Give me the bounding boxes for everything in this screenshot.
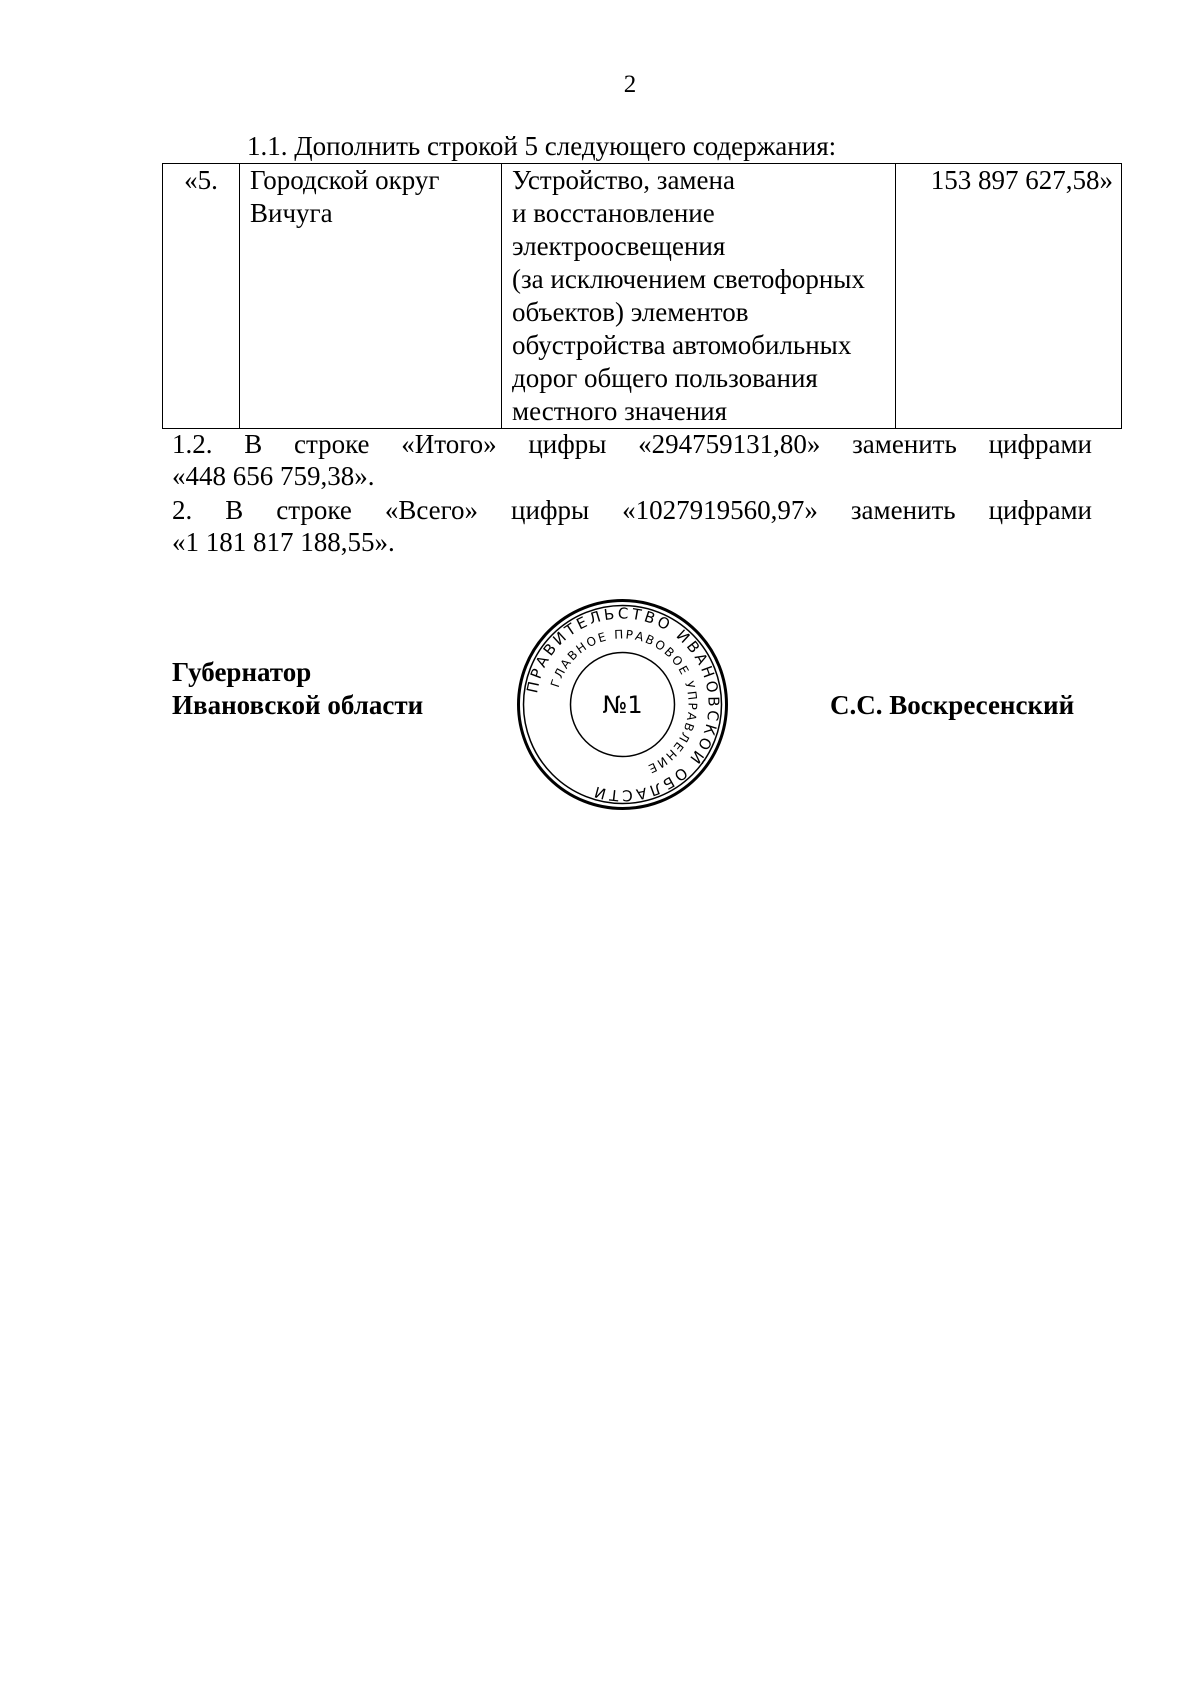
signatory-region: Ивановской области (172, 690, 424, 720)
stamp-inner-text: ГЛАВНОЕ ПРАВОВОЕ УПРАВЛЕНИЕ (547, 627, 700, 777)
intro-paragraph: 1.1. Дополнить строкой 5 следующего содержания: (247, 131, 837, 161)
paragraph-1-2-line1: 1.2. В строке «Итого» цифры «294759131,80» заменить цифрами (172, 429, 1092, 459)
purpose-cell (502, 164, 896, 429)
purpose-line: (за исключением светофорных (512, 264, 865, 294)
purpose-line: электроосвещения (512, 231, 726, 261)
purpose-line: и восстановление (512, 198, 715, 228)
purpose-line: Устройство, замена (512, 165, 735, 195)
purpose-line: обустройства автомобильных (512, 330, 852, 360)
stamp-center-number: №1 (602, 691, 643, 719)
paragraph-1-2-line2: «448 656 759,38». (172, 461, 375, 491)
purpose-line: объектов) элементов (512, 297, 749, 327)
paragraph-2-line2: «1 181 817 188,55». (172, 527, 395, 557)
purpose-line: местного значения (512, 396, 728, 426)
municipality-line: Вичуга (250, 198, 333, 228)
municipality-cell (240, 164, 502, 429)
signatory-title: Губернатор (172, 657, 312, 687)
official-stamp (515, 597, 730, 812)
table-row (163, 164, 1122, 429)
municipality-line: Городской округ (250, 165, 440, 195)
amendment-table (162, 163, 1122, 429)
amount-cell: 153 897 627,58» (896, 164, 1122, 429)
signatory-position (172, 656, 423, 722)
paragraph-2-line1: 2. В строке «Всего» цифры «1027919560,97» заменить цифрами (172, 495, 1092, 525)
signatory-name: С.С. Воскресенский (830, 690, 1075, 720)
page-number: 2 (623, 71, 637, 98)
purpose-line: дорог общего пользования (512, 363, 818, 393)
row-number-cell: «5. (163, 164, 240, 429)
stamp-outer-text: ПРАВИТЕЛЬСТВО ИВАНОВСКОЙ ОБЛАСТИ (523, 604, 723, 805)
